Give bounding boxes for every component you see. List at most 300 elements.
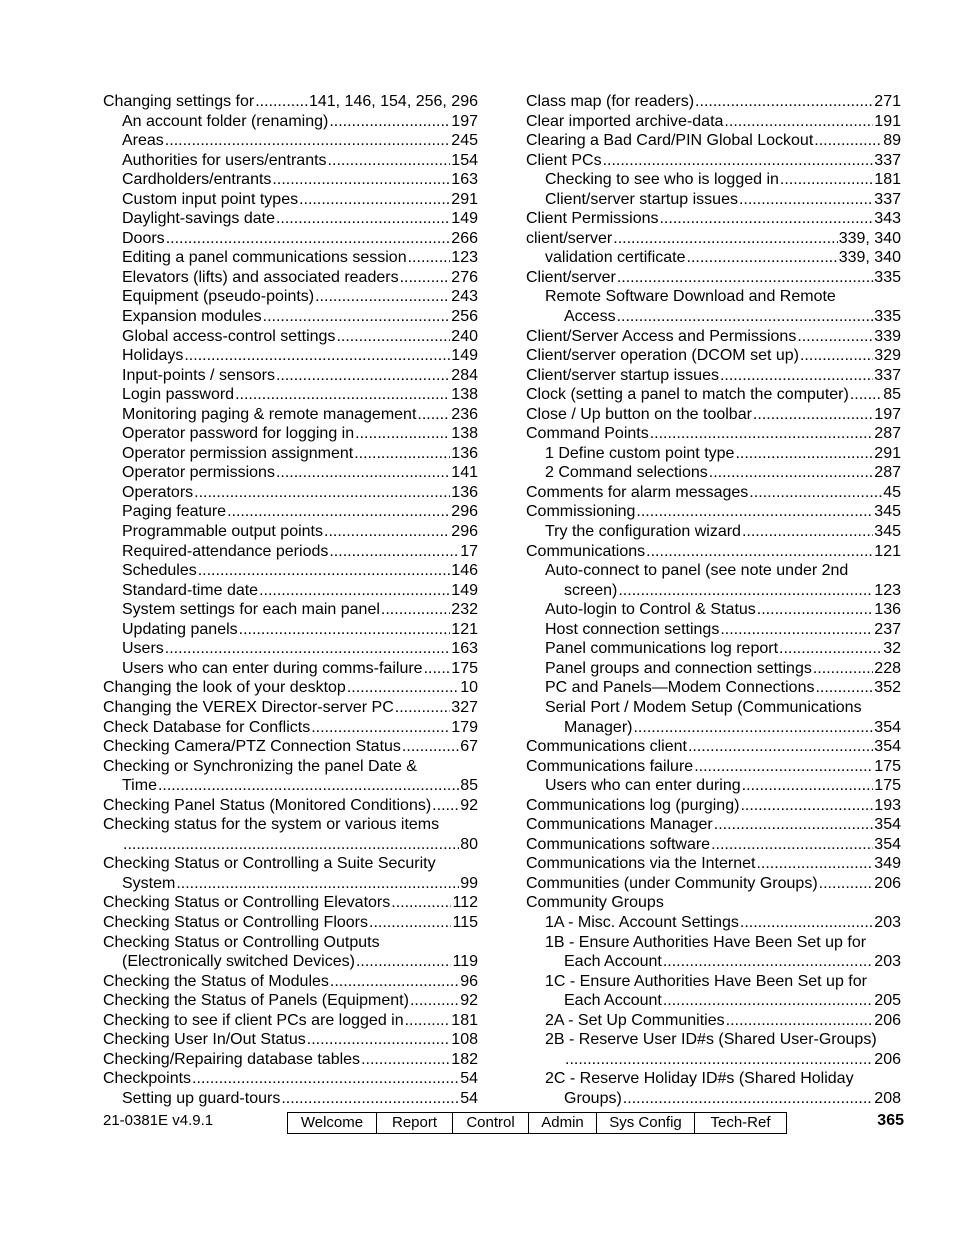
dot-leader <box>797 327 873 347</box>
index-entry-pages[interactable]: 85 <box>460 777 478 795</box>
index-entry-pages[interactable]: 181 <box>874 171 901 189</box>
index-entry-pages[interactable]: 284 <box>451 366 478 384</box>
index-entry <box>526 151 901 171</box>
index-entry-heading: 2C - Reserve Holiday ID#s (Shared Holiday <box>545 1070 854 1088</box>
index-entry-term: Client/server <box>526 268 616 286</box>
dot-leader <box>259 581 450 601</box>
index-entry <box>526 561 901 600</box>
dot-leader <box>330 972 459 992</box>
index-entry <box>103 678 478 698</box>
index-entry-heading: 2B - Reserve User ID#s (Shared User-Groups) <box>545 1031 877 1049</box>
index-entry <box>526 1030 901 1069</box>
dot-leader <box>391 893 451 913</box>
index-entry-pages[interactable]: 203 <box>874 913 901 931</box>
dot-leader <box>603 151 874 171</box>
index-entry-term: Changing the look of your desktop <box>103 679 346 697</box>
index-entry <box>103 1050 478 1070</box>
index-entry-term: Access <box>564 308 616 326</box>
index-entry-term: Time <box>122 777 157 795</box>
dot-leader <box>742 522 873 542</box>
index-entry-term: Authorities for users/entrants <box>122 151 327 169</box>
index-entry <box>526 502 901 522</box>
dot-leader <box>688 737 873 757</box>
index-entry-heading: Checking status for the system or various items <box>103 816 440 834</box>
index-entry <box>526 737 901 757</box>
index-entry-pages[interactable]: 181 <box>451 1011 478 1029</box>
dot-leader <box>276 209 450 229</box>
index-entry-pages[interactable]: 99 <box>460 874 478 892</box>
index-entry-pages[interactable]: 354 <box>874 738 901 756</box>
tab-tech-ref[interactable]: Tech-Ref <box>695 1112 787 1134</box>
index-entry-term: Checking the Status of Panels (Equipment) <box>103 992 409 1010</box>
index-entry <box>103 1011 478 1031</box>
index-entry <box>103 483 478 503</box>
index-entry-term: Checking Camera/PTZ Connection Status <box>103 738 401 756</box>
index-entry-pages[interactable]: 240 <box>451 327 478 345</box>
index-entry-pages[interactable]: 337 <box>874 366 901 384</box>
index-entry <box>103 405 478 425</box>
dot-leader <box>165 639 451 659</box>
index-entry-pages[interactable]: 80 <box>460 835 478 853</box>
index-entry-pages[interactable]: 256 <box>451 308 478 326</box>
index-entry-term: Elevators (lifts) and associated readers <box>122 268 399 286</box>
index-entry-pages[interactable]: 291 <box>874 444 901 462</box>
index-entry-term: Panel groups and connection settings <box>545 659 812 677</box>
index-entry <box>526 112 901 132</box>
dot-leader <box>315 287 450 307</box>
tab-report[interactable]: Report <box>377 1112 453 1134</box>
index-entry-pages[interactable]: 121 <box>874 542 901 560</box>
index-entry-pages[interactable]: 205 <box>874 992 901 1010</box>
dot-leader <box>735 444 873 464</box>
index-entry <box>526 874 901 894</box>
index-entry <box>103 854 478 893</box>
index-entry <box>526 327 901 347</box>
index-entry <box>526 620 901 640</box>
index-entry-pages[interactable]: 296 <box>451 523 478 541</box>
index-entry-pages[interactable]: 136 <box>451 444 478 462</box>
index-entry-pages[interactable]: 339, 340 <box>838 229 901 247</box>
dot-leader <box>329 542 459 562</box>
index-entry-pages[interactable]: 287 <box>874 425 901 443</box>
document-id: 21-0381E v4.9.1 <box>103 1112 214 1129</box>
index-entry-pages[interactable]: 197 <box>874 405 901 423</box>
dot-leader <box>402 737 459 757</box>
index-entry-pages[interactable]: 182 <box>451 1050 478 1068</box>
index-entry-term: Operator password for logging in <box>122 425 355 443</box>
index-entry-term: Communities (under Community Groups) <box>526 874 818 892</box>
dot-leader <box>780 170 873 190</box>
dot-leader <box>815 678 873 698</box>
index-entry <box>526 698 901 737</box>
index-entry-pages[interactable]: 138 <box>451 425 478 443</box>
index-entry-pages[interactable]: 138 <box>451 386 478 404</box>
index-entry-term: Checking/Repairing database tables <box>103 1050 361 1068</box>
dot-leader <box>709 463 874 483</box>
index-entry-pages[interactable]: 327 <box>451 698 478 716</box>
tab-admin[interactable]: Admin <box>529 1112 597 1134</box>
index-entry-pages[interactable]: 123 <box>451 249 478 267</box>
dot-leader <box>324 522 450 542</box>
index-entry-term: Host connection settings <box>545 620 720 638</box>
index-entry <box>103 815 478 854</box>
index-entry-pages[interactable]: 354 <box>874 835 901 853</box>
index-entry-term: Login password <box>122 386 235 404</box>
index-entry-pages[interactable]: 85 <box>883 386 901 404</box>
index-entry-term: Expansion modules <box>122 308 262 326</box>
index-entry-pages[interactable]: 352 <box>874 679 901 697</box>
index-entry-term: Operator permissions <box>122 464 275 482</box>
index-entry <box>103 287 478 307</box>
dot-leader <box>695 92 873 112</box>
dot-leader <box>255 92 308 112</box>
index-entry-term: Check Database for Conflicts <box>103 718 311 736</box>
dot-leader <box>281 1089 459 1109</box>
dot-leader <box>347 678 459 698</box>
index-entry-pages[interactable]: 175 <box>451 659 478 677</box>
index-entry-term: Communications log (purging) <box>526 796 740 814</box>
index-entry-pages[interactable]: 236 <box>451 405 478 423</box>
index-entry <box>103 893 478 913</box>
index-entry-pages[interactable]: 349 <box>874 855 901 873</box>
index-entry-pages[interactable]: 232 <box>451 601 478 619</box>
index-entry-term: Equipment (pseudo-points) <box>122 288 315 306</box>
index-entry-term: Checking User In/Out Status <box>103 1031 306 1049</box>
index-entry <box>103 542 478 562</box>
index-entry <box>103 229 478 249</box>
index-entry-pages[interactable]: 287 <box>874 464 901 482</box>
index-entry-term: Areas <box>122 132 164 150</box>
dot-leader <box>432 796 459 816</box>
index-entry-term: Client/Server Access and Permissions <box>526 327 797 345</box>
index-entry <box>103 307 478 327</box>
index-entry-pages[interactable]: 108 <box>451 1031 478 1049</box>
index-entry-term: Panel communications log report <box>545 640 779 658</box>
index-entry-pages[interactable]: 228 <box>874 659 901 677</box>
index-entry <box>526 835 901 855</box>
index-entry-term: 2A - Set Up Communities <box>545 1011 725 1029</box>
index-entry <box>103 502 478 522</box>
index-entry-pages[interactable]: 163 <box>451 171 478 189</box>
dot-leader <box>381 600 450 620</box>
dot-leader <box>687 248 838 268</box>
index-entry <box>103 620 478 640</box>
index-entry-heading: Serial Port / Modem Setup (Communications <box>545 698 862 716</box>
index-entry-pages[interactable]: 96 <box>460 972 478 990</box>
index-entry-term: Paging feature <box>122 503 227 521</box>
index-entry-pages[interactable]: 337 <box>874 151 901 169</box>
index-entry-term: Clock (setting a panel to match the computer) <box>526 386 849 404</box>
index-entry-term: Manager) <box>564 718 633 736</box>
index-entry-term: Checking to see who is logged in <box>545 171 779 189</box>
index-entry-pages[interactable]: 206 <box>874 874 901 892</box>
index-entry <box>526 972 901 1011</box>
dot-leader <box>424 659 451 679</box>
index-entry-pages[interactable]: 337 <box>874 190 901 208</box>
dot-leader <box>650 424 874 444</box>
index-entry <box>526 1011 901 1031</box>
index-entry <box>103 209 478 229</box>
index-entry-pages[interactable]: 121 <box>451 620 478 638</box>
index-entry-term: screen) <box>564 581 618 599</box>
index-entry <box>103 581 478 601</box>
section-tabs <box>287 1112 787 1134</box>
index-entry-term: Command Points <box>526 425 649 443</box>
index-entry-term: client/server <box>526 229 613 247</box>
dot-leader <box>184 346 450 366</box>
index-entry-term: Communications client <box>526 738 687 756</box>
index-entry-pages[interactable]: 208 <box>874 1089 901 1107</box>
index-entry-pages[interactable]: 339 <box>874 327 901 345</box>
index-entry <box>103 424 478 444</box>
index-entry <box>103 346 478 366</box>
index-entry-pages[interactable]: 149 <box>451 210 478 228</box>
dot-leader <box>617 268 873 288</box>
index-entry-term: Operator permission assignment <box>122 444 354 462</box>
index-entry-pages[interactable]: 123 <box>874 581 901 599</box>
dot-leader <box>123 835 459 855</box>
index-entry-term: Auto-login to Control & Status <box>545 601 756 619</box>
index-entry <box>103 1089 478 1109</box>
index-entry-term: Client/server startup issues <box>545 190 738 208</box>
index-entry-term: Client Permissions <box>526 210 659 228</box>
index-entry-term: Clear imported archive-data <box>526 112 724 130</box>
dot-leader <box>694 757 873 777</box>
index-entry <box>526 190 901 210</box>
index-entry-pages[interactable]: 10 <box>460 679 478 697</box>
dot-leader <box>618 581 873 601</box>
dot-leader <box>740 796 873 816</box>
tab-sys-config[interactable]: Sys Config <box>597 1112 695 1134</box>
index-column-right <box>526 92 901 1108</box>
index-entry-pages[interactable]: 206 <box>874 1011 901 1029</box>
index-entry <box>526 757 901 777</box>
index-entry-term: Checking Status or Controlling Elevators <box>103 894 391 912</box>
index-entry <box>103 991 478 1011</box>
dot-leader <box>165 131 451 151</box>
index-entry-pages[interactable]: 193 <box>874 796 901 814</box>
index-entry-term: Programmable output points <box>122 523 323 541</box>
index-entry-term: Daylight-savings date <box>122 210 275 228</box>
index-entry-term: Commissioning <box>526 503 636 521</box>
index-entry <box>526 854 901 874</box>
index-entry-term: Monitoring paging & remote management <box>122 405 417 423</box>
dot-leader <box>356 952 452 972</box>
dot-leader <box>263 307 451 327</box>
index-entry-term: Checking Status or Controlling Floors <box>103 913 369 931</box>
dot-leader <box>659 209 873 229</box>
index-entry-term: Checking to see if client PCs are logged in <box>103 1011 404 1029</box>
index-entry-term: 1A - Misc. Account Settings <box>545 913 739 931</box>
index-entry-pages[interactable]: 67 <box>460 738 478 756</box>
index-entry-pages[interactable]: 136 <box>874 601 901 619</box>
dot-leader <box>850 385 882 405</box>
index-entry-term: Input-points / sensors <box>122 366 275 384</box>
index-entry-pages[interactable]: 32 <box>883 640 901 658</box>
index-entry-pages[interactable]: 17 <box>460 542 478 560</box>
index-entry-pages[interactable]: 191 <box>874 112 901 130</box>
index-entry-pages[interactable]: 141 <box>451 464 478 482</box>
dot-leader <box>328 151 451 171</box>
index-entry <box>526 1069 901 1108</box>
index-entry-term: validation certificate <box>545 249 686 267</box>
index-entry <box>103 327 478 347</box>
index-entry-pages[interactable]: 175 <box>874 757 901 775</box>
index-column-left <box>103 92 478 1108</box>
index-entry <box>526 893 901 913</box>
dot-leader <box>336 327 450 347</box>
index-entry-term: Close / Up button on the toolbar <box>526 405 752 423</box>
index-entry-heading: Remote Software Download and Remote <box>545 288 836 306</box>
index-entry <box>526 639 901 659</box>
index-entry-pages[interactable]: 92 <box>460 992 478 1010</box>
index-entry <box>103 972 478 992</box>
index-entry-heading: Auto-connect to panel (see note under 2nd <box>545 562 849 580</box>
index-entry-pages[interactable]: 329 <box>874 347 901 365</box>
index-entry-pages[interactable]: 141, 146, 154, 256, 296 <box>308 93 478 110</box>
index-entry <box>526 424 901 444</box>
index-entry <box>103 385 478 405</box>
index-entry-pages[interactable]: 146 <box>451 562 478 580</box>
index-entry <box>103 366 478 386</box>
index-entry-pages[interactable]: 203 <box>874 953 901 971</box>
index-entry-term: Client/server startup issues <box>526 366 719 384</box>
dot-leader <box>663 952 873 972</box>
dot-leader <box>742 776 874 796</box>
dot-leader <box>311 718 450 738</box>
dot-leader <box>565 1050 873 1070</box>
index-entry-pages[interactable]: 197 <box>451 112 478 130</box>
index-entry <box>526 463 901 483</box>
index-entry-pages[interactable]: 266 <box>451 229 478 247</box>
index-entry-pages[interactable]: 54 <box>460 1070 478 1088</box>
index-entry-heading: Checking Status or Controlling a Suite Security <box>103 855 436 873</box>
index-entry <box>526 913 901 933</box>
index-entry <box>103 92 478 112</box>
index-entry-heading: Checking Status or Controlling Outputs <box>103 933 380 951</box>
dot-leader <box>646 542 873 562</box>
index-entry-pages[interactable]: 345 <box>874 523 901 541</box>
index-entry-term: Required-attendance periods <box>122 542 329 560</box>
dot-leader <box>276 366 450 386</box>
index-entry-pages[interactable]: 149 <box>451 347 478 365</box>
index-entry-pages[interactable]: 343 <box>874 210 901 228</box>
index-entry-pages[interactable]: 291 <box>451 190 478 208</box>
index-entry-pages[interactable]: 354 <box>874 816 901 834</box>
index-entry-pages[interactable]: 115 <box>452 913 478 931</box>
index-entry <box>526 522 901 542</box>
index-entry <box>526 933 901 972</box>
dot-leader <box>355 424 450 444</box>
index-entry-term: Setting up guard-tours <box>122 1089 281 1107</box>
index-entry-pages[interactable]: 179 <box>451 718 478 736</box>
index-entry-pages[interactable]: 245 <box>451 132 478 150</box>
dot-leader <box>779 639 882 659</box>
dot-leader <box>400 268 451 288</box>
index-entry <box>103 757 478 796</box>
index-entry <box>526 678 901 698</box>
index-entry <box>103 522 478 542</box>
index-entry-pages[interactable]: 154 <box>451 151 478 169</box>
index-entry-term: Each Account <box>564 992 662 1010</box>
index-entry-pages[interactable]: 339, 340 <box>838 249 901 267</box>
dot-leader <box>756 854 873 874</box>
index-entry-pages[interactable]: 149 <box>451 581 478 599</box>
tab-control[interactable]: Control <box>453 1112 529 1134</box>
index-entry-term: Updating panels <box>122 620 238 638</box>
dot-leader <box>714 815 874 835</box>
dot-leader <box>740 913 873 933</box>
index-entry-pages[interactable]: 335 <box>874 268 901 286</box>
index-entry <box>103 170 478 190</box>
index-entry-pages[interactable]: 112 <box>452 894 478 912</box>
index-entry <box>103 561 478 581</box>
index-entry-pages[interactable]: 175 <box>874 777 901 795</box>
index-entry-term: Communications <box>526 542 646 560</box>
index-entry-pages[interactable]: 276 <box>451 268 478 286</box>
index-entry-pages[interactable]: 296 <box>451 503 478 521</box>
index-entry-term: An account folder (renaming) <box>122 112 329 130</box>
index-entry <box>526 92 901 112</box>
index-entry <box>526 131 901 151</box>
dot-leader <box>613 229 837 249</box>
index-entry-pages[interactable]: 54 <box>460 1089 478 1107</box>
index-entry-pages[interactable]: 136 <box>451 483 478 501</box>
index-entry-pages[interactable]: 206 <box>874 1050 901 1068</box>
index-entry-pages[interactable]: 271 <box>874 93 901 110</box>
index-entry <box>103 444 478 464</box>
dot-leader <box>663 991 873 1011</box>
dot-leader <box>724 112 873 132</box>
dot-leader <box>636 502 873 522</box>
dot-leader <box>720 620 873 640</box>
index-entry <box>526 542 901 562</box>
index-entry-term: Communications via the Internet <box>526 855 756 873</box>
page-number: 365 <box>877 1112 904 1129</box>
index-entry <box>103 131 478 151</box>
dot-leader <box>276 463 450 483</box>
index-entry-term: Users who can enter during <box>545 777 741 795</box>
dot-leader <box>307 1030 451 1050</box>
dot-leader <box>198 561 451 581</box>
index-entry-pages[interactable]: 354 <box>874 718 901 736</box>
index-entry-pages[interactable]: 119 <box>452 953 478 971</box>
index-entry-pages[interactable]: 237 <box>874 620 901 638</box>
index-entry-heading: 1C - Ensure Authorities Have Been Set up for <box>545 972 867 990</box>
tab-welcome[interactable]: Welcome <box>287 1112 377 1134</box>
index-entry-pages[interactable]: 243 <box>451 288 478 306</box>
dot-leader <box>623 1089 874 1109</box>
index-entry-pages[interactable]: 89 <box>883 132 901 150</box>
index-entry-pages[interactable]: 345 <box>874 503 901 521</box>
index-entry <box>103 268 478 288</box>
index-entry-term: Changing the VEREX Director-server PC <box>103 698 394 716</box>
index-entry-pages[interactable]: 45 <box>883 483 901 501</box>
index-entry <box>526 287 901 326</box>
index-entry-term: Communications failure <box>526 757 694 775</box>
index-entry <box>103 248 478 268</box>
index-entry <box>103 639 478 659</box>
dot-leader <box>739 190 873 210</box>
index-entry <box>526 385 901 405</box>
dot-leader <box>272 170 450 190</box>
index-entry-term: Client/server operation (DCOM set up) <box>526 347 799 365</box>
index-entry-pages[interactable]: 335 <box>874 308 901 326</box>
dot-leader <box>369 913 451 933</box>
index-entry-term: Operators <box>122 483 194 501</box>
index-entry-pages[interactable]: 92 <box>460 796 478 814</box>
index-entry-pages[interactable]: 163 <box>451 640 478 658</box>
